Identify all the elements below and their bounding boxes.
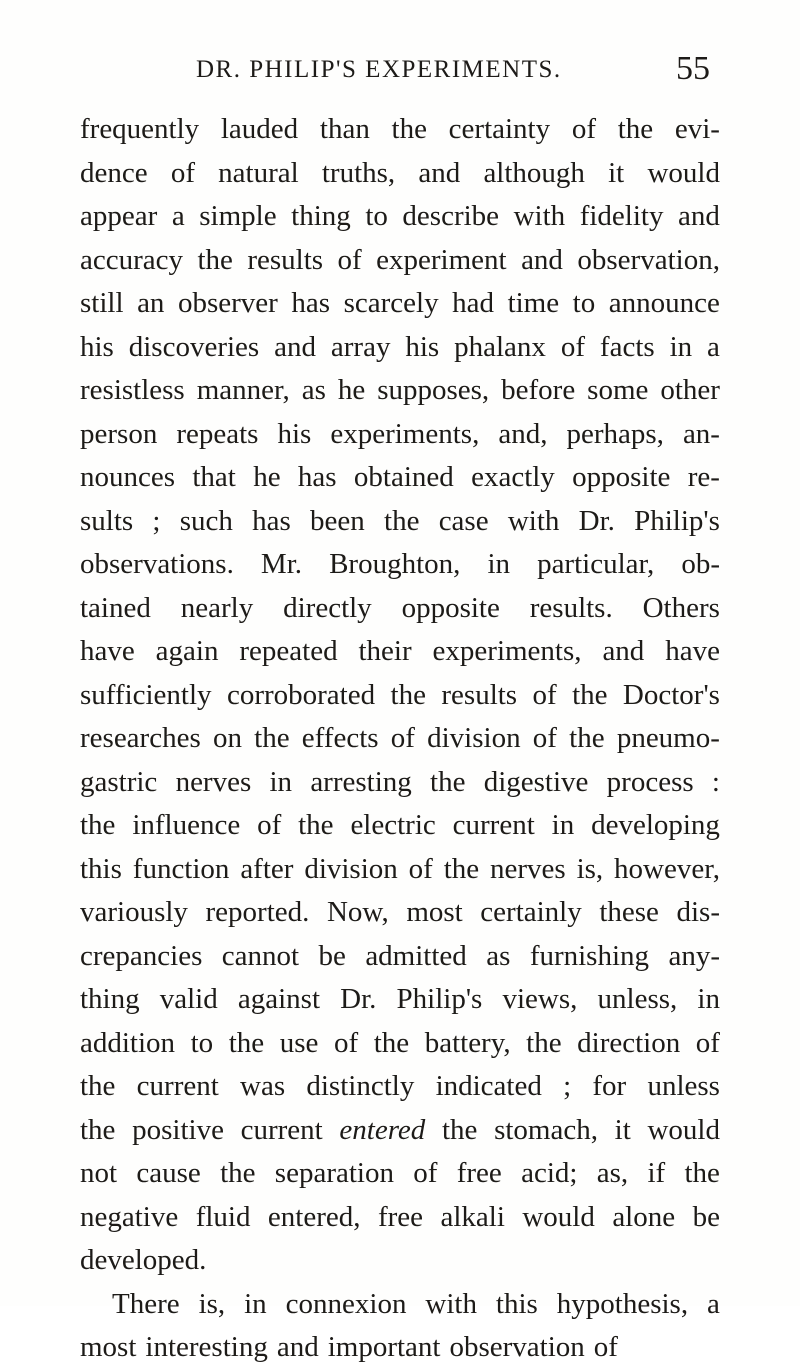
text-line: thing valid against Dr. Philip's views, unless, in: [80, 983, 720, 1015]
text-line: sufficiently corroborated the results of the Doctor's: [80, 678, 720, 711]
text-line: this function after division of the nerves is, however,: [80, 852, 720, 885]
text-line: the positive current entered the stomach, it would: [80, 1113, 720, 1146]
text-line: resistless manner, as he supposes, before some other: [80, 374, 720, 406]
text-line: accuracy the results of experiment and observation,: [80, 243, 720, 276]
text-line: gastric nerves in arresting the digestive process :: [80, 765, 720, 798]
text-line: tained nearly directly opposite results. Others: [80, 591, 720, 624]
text-line: person repeats his experiments, and, perhaps, an-: [80, 417, 720, 450]
text-line: There is, in connexion with this hypothesis, a: [112, 1287, 720, 1320]
text-line: nounces that he has obtained exactly opposite re-: [80, 461, 720, 493]
text-line: appear a simple thing to describe with fidelity and: [80, 200, 720, 232]
text-line: his discoveries and array his phalanx of facts in a: [80, 330, 720, 363]
text-line: crepancies cannot be admitted as furnishing any-: [80, 939, 720, 972]
text-line: most interesting and important observation of: [80, 1331, 618, 1363]
text-line: sults ; such has been the case with Dr. Philip's: [80, 504, 720, 537]
text-line: researches on the effects of division of the pneumo-: [80, 722, 720, 754]
text-line: addition to the use of the battery, the direction of: [80, 1026, 720, 1059]
text-line: have again repeated their experiments, and have: [80, 635, 720, 667]
running-title: DR. PHILIP'S EXPERIMENTS.: [196, 56, 562, 83]
running-head: [80, 50, 710, 94]
text-line: negative fluid entered, free alkali would alone be: [80, 1200, 720, 1233]
text-line: observations. Mr. Broughton, in particular, ob-: [80, 548, 720, 580]
body-text: [80, 108, 720, 1370]
text-line: still an observer has scarcely had time to announce: [80, 287, 720, 319]
text-line: the current was distinctly indicated ; for unless: [80, 1070, 720, 1102]
page-number: 55: [676, 50, 710, 87]
text-line: developed.: [80, 1244, 207, 1276]
text-line: not cause the separation of free acid; as, if the: [80, 1157, 720, 1189]
text-line: frequently lauded than the certainty of the evi-: [80, 113, 720, 145]
text-line: variously reported. Now, most certainly these dis-: [80, 896, 720, 928]
text-line: the influence of the electric current in developing: [80, 809, 720, 841]
text-line: dence of natural truths, and although it would: [80, 156, 720, 189]
